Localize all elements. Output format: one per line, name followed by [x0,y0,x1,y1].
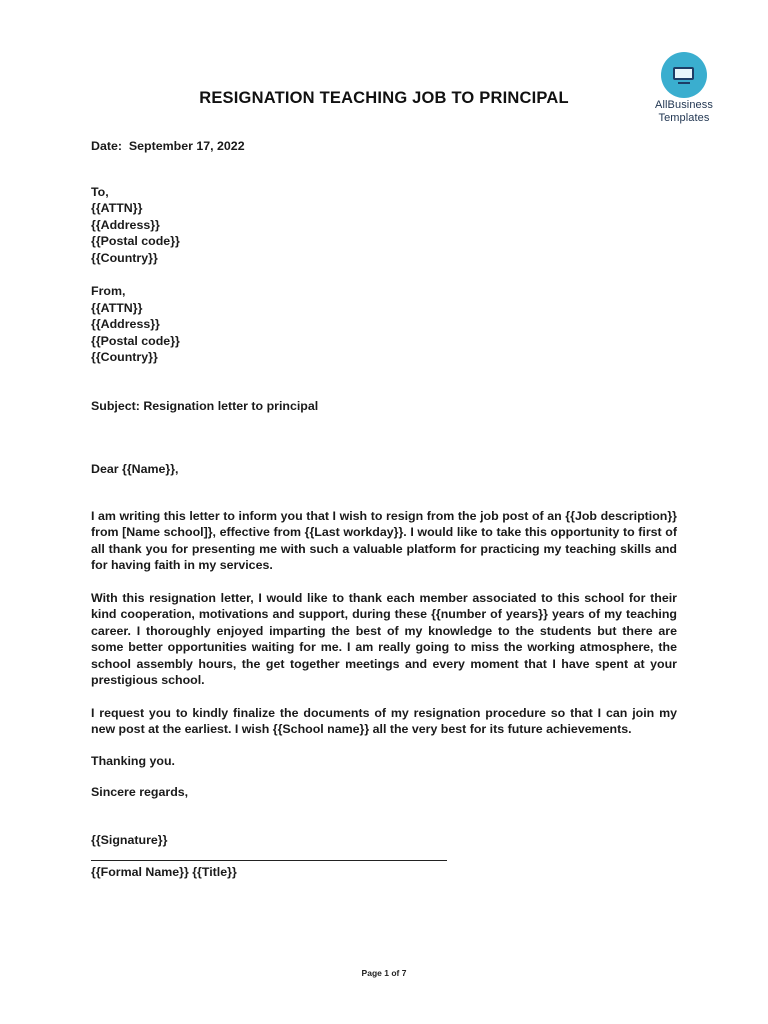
subject-label: Subject: [91,398,140,413]
signature-placeholder: {{Signature}} [91,832,168,847]
letter-body [91,138,677,881]
logo-text-line1: AllBusiness [655,99,713,111]
to-attn: {{ATTN}} [91,201,143,215]
page-number: Page 1 of 7 [361,968,407,978]
from-address: {{Address}} [91,317,160,331]
paragraph-request: I request you to kindly finalize the documents of my resignation procedure so that I can join my new post at the earliest. I wish {{School name}} all the very best for its future achievements. [91,705,677,736]
to-label: To, [91,184,109,199]
closing-line: Sincere regards, [91,785,189,799]
logo-text-line2: Templates [658,112,710,124]
formal-name-title: {{Formal Name}} {{Title}} [91,865,237,879]
paragraph-thanks: With this resignation letter, I would like to thank each member associated to this school for their kind cooperation, motivations and support, during these {{number of years}} years of my teaching career. I thoroughly enjoyed imparting the best of my knowledge to the students but there are some better opportunities waiting for me. I am really going to miss the working atmosphere, the school assembly hours, the get together meetings and every moment that I have spent at your prestigious school. [91,590,677,687]
date-label: Date: [91,139,122,153]
subject-line [91,398,677,415]
recipient-block [91,184,677,267]
date-line [91,138,677,155]
from-postal-code: {{Postal code}} [91,333,180,348]
from-label: From, [91,284,126,298]
to-postal-code: {{Postal code}} [91,234,180,248]
from-attn: {{ATTN}} [91,300,143,315]
allbusiness-templates-logo [648,52,720,124]
document-title: RESIGNATION TEACHING JOB TO PRINCIPAL [199,89,569,107]
to-address: {{Address}} [91,217,160,232]
subject-value: Resignation letter to principal [143,398,319,413]
thanking-line: Thanking you. [91,753,175,768]
salutation: Dear {{Name}}, [91,462,179,476]
from-country: {{Country}} [91,350,158,364]
paragraph-intro: I am writing this letter to inform you that I wish to resign from the job post of an {{Job description}} from [Name school]}, effective from {{Last workday}}. I would like to take this opportunity to first of all thank you for presenting me with such a valuable platform for practicing my teaching skills and for having faith in my services. [91,508,677,572]
to-country: {{Country}} [91,250,158,265]
date-value: September 17, 2022 [128,139,245,153]
sender-block [91,283,677,366]
